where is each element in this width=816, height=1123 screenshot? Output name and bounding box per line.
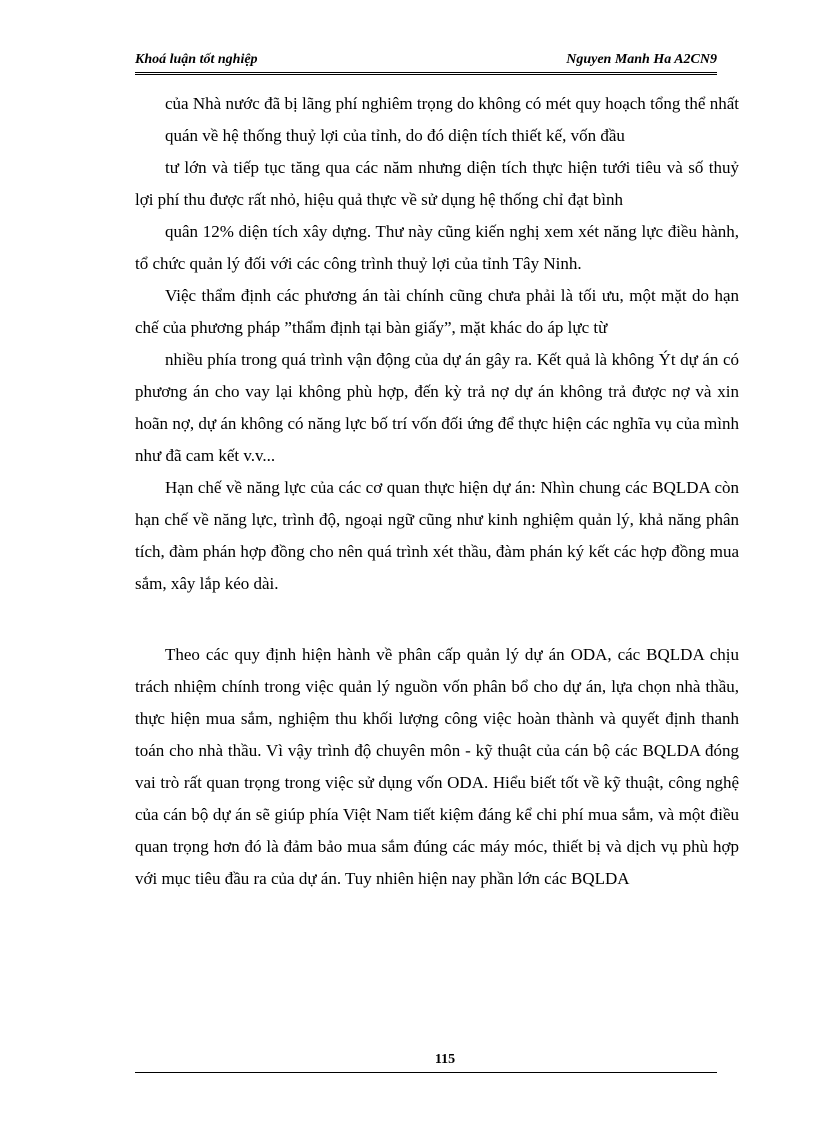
header-title: Khoá luận tốt nghiệp [135,52,258,67]
footer-divider [135,1072,717,1073]
paragraph: quân 12% diện tích xây dựng. Thư này cũng kiến nghị xem xét năng lực điều hành, tổ chức quản lý đối với các công trình thuỷ lợi của tỉnh Tây Ninh. [135,222,739,273]
page-header [135,50,717,75]
paragraph-spacer [135,600,739,639]
paragraph: của Nhà nước đã bị lãng phí nghiêm trọng do không có mét quy hoạch tổng thể nhất quán về hệ thống thuỷ lợi của tỉnh, do đó diện tích thiết kế, vốn đầu [165,94,739,145]
paragraph: Theo các quy định hiện hành về phân cấp quản lý dự án ODA, các BQLDA chịu trách nhiệm chính trong việc quản lý nguồn vốn phân bổ cho dự án, lựa chọn nhà thầu, thực hiện mua sắm, nghiệm thu khối lượng công việc hoàn thành và quyết định thanh toán cho nhà thầu. Vì vậy trình độ chuyên môn - kỹ thuật của cán bộ các BQLDA đóng vai trò rất quan trọng trong việc sử dụng vốn ODA. Hiểu biết tốt về kỹ thuật, công nghệ của cán bộ dự án sẽ giúp phía Việt Nam tiết kiệm đáng kể chi phí mua sắm, và một điều quan trọng hơn đó là đảm bảo mua sắm đúng các máy móc, thiết bị và dịch vụ phù hợp với mục tiêu đầu ra của dự án. Tuy nhiên hiện nay phần lớn các BQLDA [135,645,739,888]
paragraph: tư lớn và tiếp tục tăng qua các năm nhưng diện tích thực hiện tưới tiêu và số thuỷ lợi phí thu được rất nhỏ, hiệu quả thực về sử dụng hệ thống chỉ đạt bình [135,158,739,209]
paragraph: Hạn chế về năng lực của các cơ quan thực hiện dự án: Nhìn chung các BQLDA còn hạn chế về năng lực, trình độ, ngoại ngữ cũng như kinh nghiệm quản lý, khả năng phân tích, đàm phán hợp đồng cho nên quá trình xét thầu, đàm phán ký kết các hợp đồng mua sắm, xây lắp kéo dài. [135,478,739,593]
header-author: Nguyen Manh Ha A2CN9 [566,52,717,67]
document-body [135,88,739,895]
paragraph: Việc thẩm định các phương án tài chính cũng chưa phải là tối ưu, một mặt do hạn chế của phương pháp ”thẩm định tại bàn giấy”, mặt khác do áp lực từ [135,286,739,337]
paragraph: nhiều phía trong quá trình vận động của dự án gây ra. Kết quả là không Ýt dự án có phương án cho vay lại không phù hợp, đến kỳ trả nợ dự án không trả được nợ và xin hoãn nợ, dự án không có năng lực bố trí vốn đối ứng để thực hiện các nghĩa vụ của mình như đã cam kết v.v... [135,350,739,465]
page-number: 115 [434,1052,456,1067]
